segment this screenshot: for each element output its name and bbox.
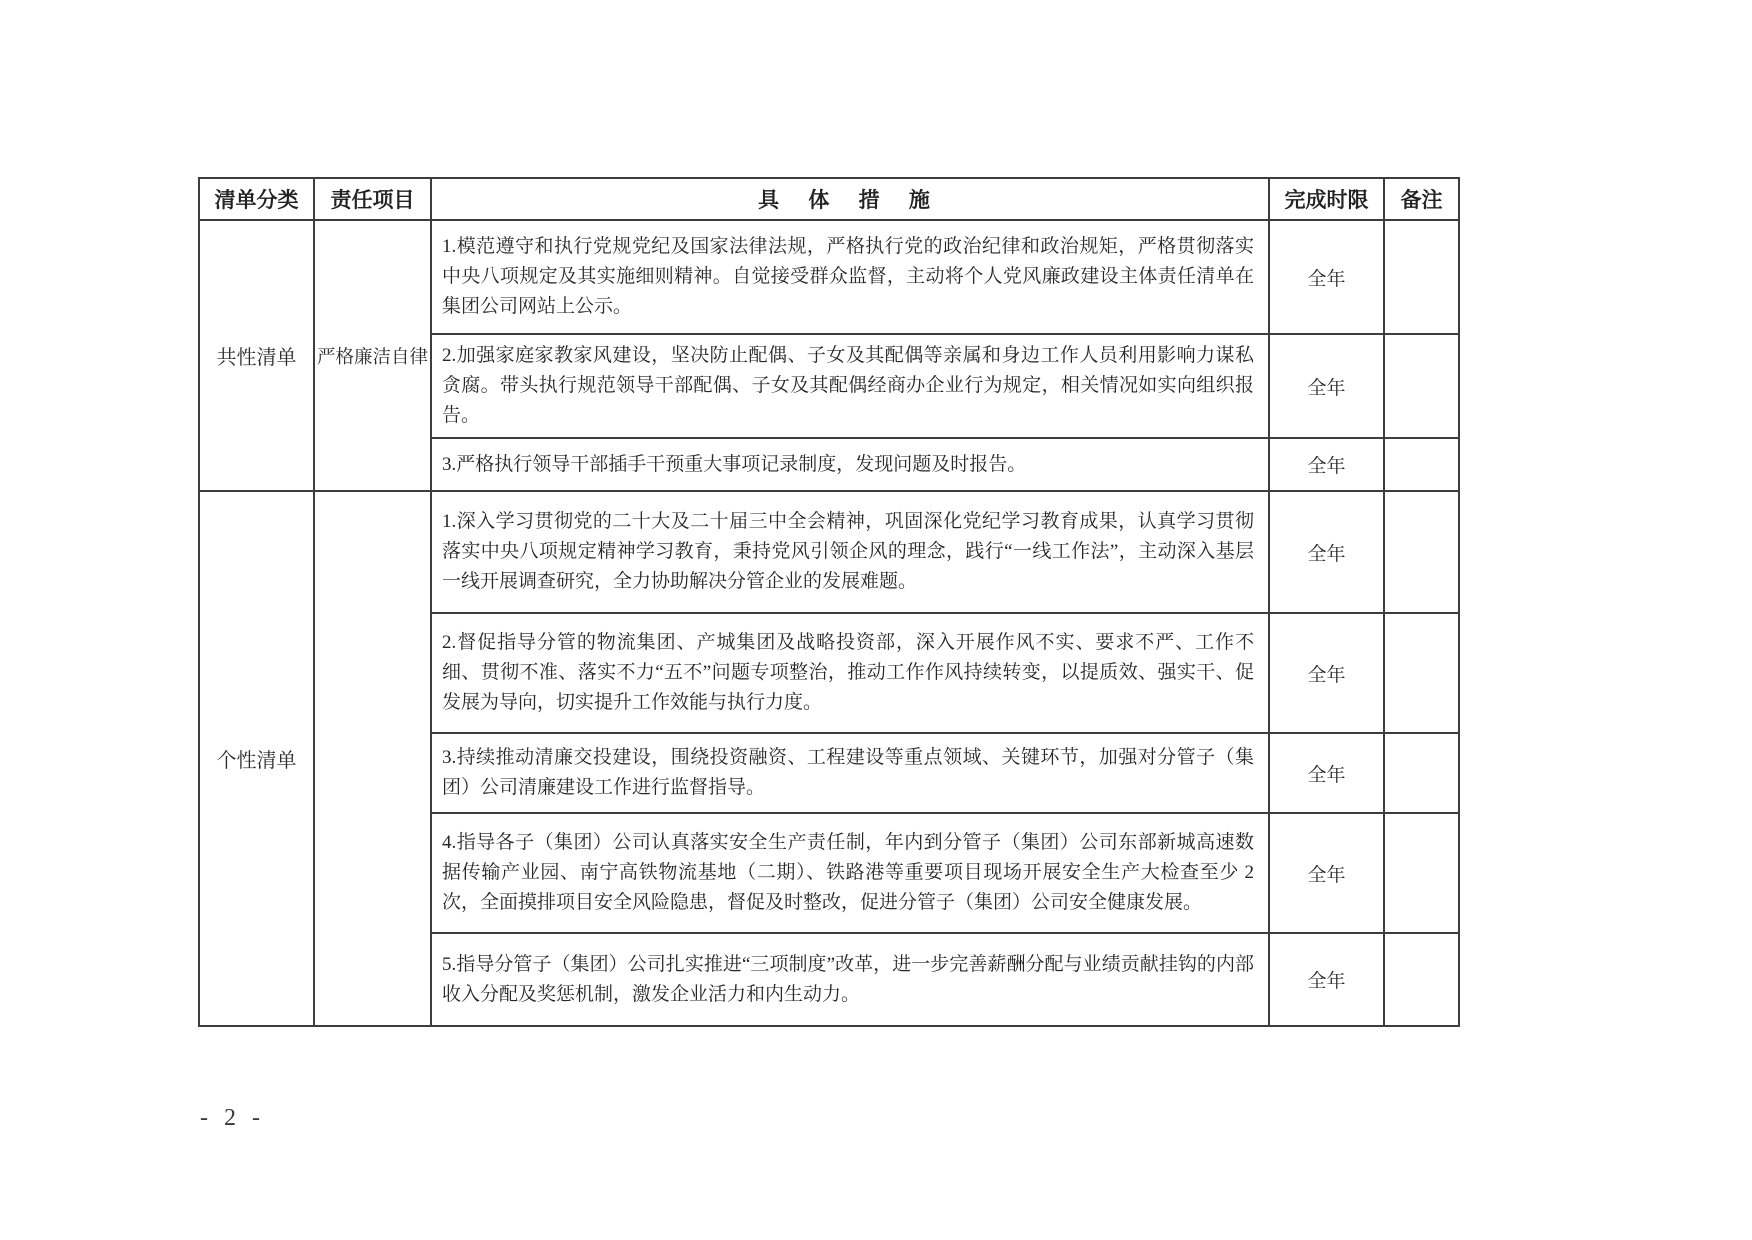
measure-cell: 3.严格执行领导干部插手干预重大事项记录制度，发现问题及时报告。 [431,438,1269,491]
deadline-cell: 全年 [1269,220,1384,334]
note-cell [1384,491,1459,613]
table-row [199,491,1459,613]
deadline-cell: 全年 [1269,733,1384,813]
deadline-cell: 全年 [1269,613,1384,733]
deadline-cell: 全年 [1269,334,1384,438]
measure-cell: 2.督促指导分管的物流集团、产城集团及战略投资部，深入开展作风不实、要求不严、工作不细、贯彻不准、落实不力“五不”问题专项整治，推动工作作风持续转变，以提质效、强实干、促发展为导向，切实提升工作效能与执行力度。 [431,613,1269,733]
measure-cell: 3.持续推动清廉交投建设，围绕投资融资、工程建设等重点领域、关键环节，加强对分管子（集团）公司清廉建设工作进行监督指导。 [431,733,1269,813]
responsibility-list-table [198,177,1460,1027]
note-cell [1384,438,1459,491]
note-cell [1384,733,1459,813]
deadline-cell: 全年 [1269,491,1384,613]
header-note: 备注 [1384,178,1459,220]
measure-cell: 1.模范遵守和执行党规党纪及国家法律法规，严格执行党的政治纪律和政治规矩，严格贯彻落实中央八项规定及其实施细则精神。自觉接受群众监督，主动将个人党风廉政建设主体责任清单在集团公司网站上公示。 [431,220,1269,334]
header-measures: 具 体 措 施 [431,178,1269,220]
measure-cell: 1.深入学习贯彻党的二十大及二十届三中全会精神，巩固深化党纪学习教育成果，认真学习贯彻落实中央八项规定精神学习教育，秉持党风引领企风的理念，践行“一线工作法”，主动深入基层一线开展调查研究，全力协助解决分管企业的发展难题。 [431,491,1269,613]
table-header-row [199,178,1459,220]
note-cell [1384,613,1459,733]
measure-cell: 4.指导各子（集团）公司认真落实安全生产责任制，年内到分管子（集团）公司东部新城高速数据传输产业园、南宁高铁物流基地（二期）、铁路港等重要项目现场开展安全生产大检查至少 2 次，全面摸排项目安全风险隐患，督促及时整改，促进分管子（集团）公司安全健康发展。 [431,813,1269,933]
header-category: 清单分类 [199,178,314,220]
deadline-cell: 全年 [1269,813,1384,933]
category-common-list: 共性清单 [199,220,314,491]
note-cell [1384,813,1459,933]
note-cell [1384,933,1459,1026]
deadline-cell: 全年 [1269,933,1384,1026]
category-individual-list: 个性清单 [199,491,314,1026]
note-cell [1384,220,1459,334]
measure-cell: 5.指导分管子（集团）公司扎实推进“三项制度”改革，进一步完善薪酬分配与业绩贡献挂钩的内部收入分配及奖惩机制，激发企业活力和内生动力。 [431,933,1269,1026]
note-cell [1384,334,1459,438]
header-project: 责任项目 [314,178,431,220]
measure-cell: 2.加强家庭家教家风建设，坚决防止配偶、子女及其配偶等亲属和身边工作人员利用影响力谋私贪腐。带头执行规范领导干部配偶、子女及其配偶经商办企业行为规定，相关情况如实向组织报告。 [431,334,1269,438]
project-integrity-selfdiscipline: 严格廉洁自律 [314,220,431,491]
page-number: - 2 - [200,1105,265,1131]
project-empty [314,491,431,1026]
header-deadline: 完成时限 [1269,178,1384,220]
deadline-cell: 全年 [1269,438,1384,491]
table-row [199,220,1459,334]
